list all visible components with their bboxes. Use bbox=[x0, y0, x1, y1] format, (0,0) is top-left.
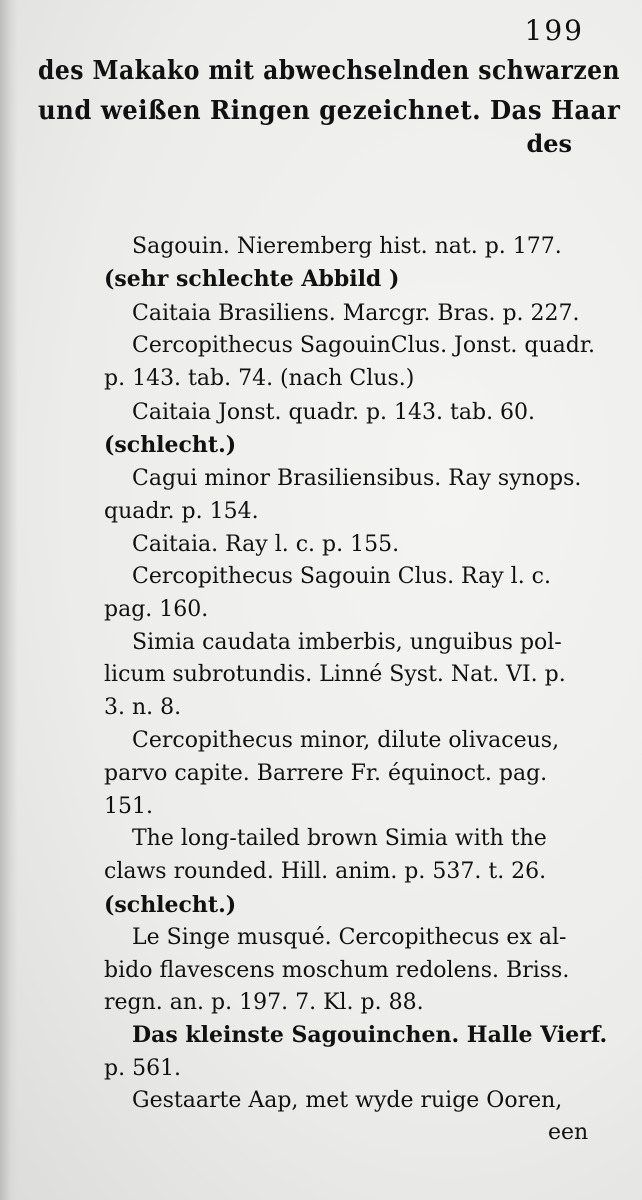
text-line: Das kleinste Sagouinchen. Halle Vierf. bbox=[132, 1022, 608, 1048]
text-line: Cercopithecus Sagouin Clus. Ray l. c. bbox=[132, 564, 551, 589]
text-line: (schlecht.) bbox=[104, 432, 237, 458]
text-line: bido flavescens moschum redolens. Briss. bbox=[104, 958, 570, 983]
text-line: regn. an. p. 197. 7. Kl. p. 88. bbox=[104, 990, 424, 1015]
text-line: quadr. p. 154. bbox=[104, 499, 259, 524]
text-line: Sagouin. Nieremberg hist. nat. p. 177. bbox=[132, 234, 562, 259]
header-catchword: des bbox=[526, 129, 572, 158]
text-line: The long-tailed brown Simia with the bbox=[132, 826, 547, 851]
header-line-1: des Makako mit abwechselnden schwarzen bbox=[38, 56, 621, 86]
text-line: 3. n. 8. bbox=[104, 695, 182, 720]
catchword-bottom: een bbox=[548, 1120, 589, 1145]
page-gutter-shadow bbox=[0, 0, 18, 1200]
text-line: Simia caudata imberbis, unguibus pol- bbox=[132, 630, 562, 655]
text-line: Cercopithecus SagouinClus. Jonst. quadr. bbox=[132, 333, 595, 358]
page-number: 199 bbox=[524, 14, 584, 47]
text-line: p. 143. tab. 74. (nach Clus.) bbox=[104, 366, 415, 391]
header-line-2: und weißen Ringen gezeichnet. Das Haar bbox=[38, 96, 621, 126]
text-line: p. 561. bbox=[104, 1056, 182, 1081]
text-line: parvo capite. Barrere Fr. équinoct. pag. bbox=[104, 761, 548, 786]
text-line: Le Singe musqué. Cercopithecus ex al- bbox=[132, 925, 567, 950]
text-line: licum subrotundis. Linné Syst. Nat. VI. p. bbox=[104, 662, 566, 687]
text-line: 151. bbox=[104, 794, 153, 819]
text-line: (schlecht.) bbox=[104, 892, 237, 918]
text-line: Cagui minor Brasiliensibus. Ray synops. bbox=[132, 466, 582, 491]
text-line: claws rounded. Hill. anim. p. 537. t. 26. bbox=[104, 859, 547, 884]
text-line: Cercopithecus minor, dilute olivaceus, bbox=[132, 728, 560, 753]
text-line: (sehr schlechte Abbild ) bbox=[104, 266, 400, 292]
text-line: Caitaia Jonst. quadr. p. 143. tab. 60. bbox=[132, 400, 536, 425]
text-line: pag. 160. bbox=[104, 597, 209, 622]
text-line: Caitaia. Ray l. c. p. 155. bbox=[132, 532, 400, 557]
text-line: Gestaarte Aap, met wyde ruige Ooren, bbox=[132, 1088, 563, 1113]
text-line: Caitaia Brasiliens. Marcgr. Bras. p. 227. bbox=[132, 301, 580, 326]
